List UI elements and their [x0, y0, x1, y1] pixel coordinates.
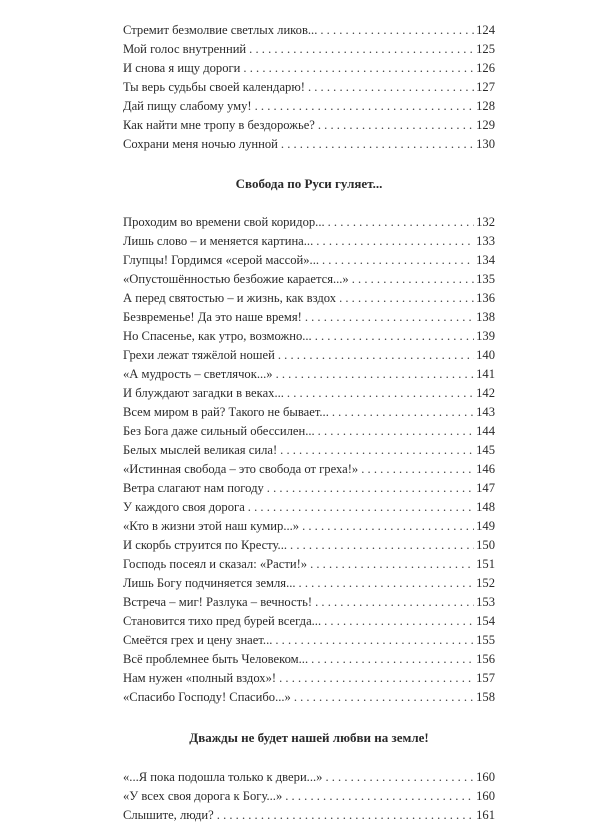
section-heading[interactable]: Дважды не будет нашей любви на земле!: [189, 730, 429, 745]
toc-entry-page: 136: [476, 291, 495, 305]
toc-entry-title: Становится тихо пред бурей всегда...: [123, 614, 322, 628]
dot-leader: [320, 21, 474, 40]
toc-entry-title: И скорбь струится по Кресту...: [123, 538, 288, 552]
toc-entry-title: Глупцы! Гордимся «серой массой»...: [123, 253, 319, 267]
toc-entry-title: Ты верь судьбы своей календарю!: [123, 80, 305, 94]
toc-entry-title: Но Спасенье, как утро, возможно...: [123, 329, 312, 343]
toc-entry-page: 126: [476, 61, 495, 75]
toc-entry-page: 153: [476, 595, 495, 609]
toc-list-section1: [123, 213, 495, 707]
toc-entry-title: И блуждают загадки в веках...: [123, 386, 284, 400]
dot-leader: [276, 365, 475, 384]
dot-leader: [318, 422, 474, 441]
toc-entry-page: 155: [476, 633, 495, 647]
toc-entry-title: Безвременье! Да это наше время!: [123, 310, 302, 324]
dot-leader: [281, 135, 474, 154]
toc-entry-title: Сохрани меня ночью лунной: [123, 137, 278, 151]
toc-entry-page: 127: [476, 80, 495, 94]
dot-leader: [279, 669, 474, 688]
toc-entry-page: 160: [476, 789, 495, 803]
dot-leader: [294, 688, 474, 707]
toc-entry-title: Грехи лежат тяжёлой ношей: [123, 348, 275, 362]
toc-entry-title: «А мудрость – светлячок...»: [123, 367, 273, 381]
dot-leader: [322, 251, 474, 270]
dot-leader: [290, 536, 474, 555]
toc-entry[interactable]: [123, 403, 495, 422]
toc-entry[interactable]: [123, 346, 495, 365]
toc-entry-title: Лишь Богу подчиняется земля...: [123, 576, 296, 590]
dot-leader: [308, 78, 474, 97]
toc-entry-title: Слышите, люди?: [123, 808, 214, 822]
toc-list-section2: [123, 768, 495, 825]
dot-leader: [217, 806, 474, 825]
toc-entry-page: 130: [476, 137, 495, 151]
dot-leader: [287, 384, 474, 403]
toc-entry[interactable]: [123, 460, 495, 479]
toc-entry-page: 156: [476, 652, 495, 666]
toc-entry[interactable]: [123, 384, 495, 403]
toc-entry-title: Всё проблемнее быть Человеком...: [123, 652, 309, 666]
toc-entry[interactable]: [123, 669, 495, 688]
toc-entry[interactable]: [123, 768, 495, 787]
toc-entry-page: 139: [476, 329, 495, 343]
toc-entry[interactable]: [123, 479, 495, 498]
toc-entry[interactable]: [123, 270, 495, 289]
toc-entry[interactable]: [123, 688, 495, 707]
toc-entry-page: 154: [476, 614, 495, 628]
toc-entry[interactable]: [123, 498, 495, 517]
dot-leader: [324, 612, 474, 631]
toc-entry-title: У каждого своя дорога: [123, 500, 245, 514]
toc-entry[interactable]: [123, 78, 495, 97]
toc-entry-page: 140: [476, 348, 495, 362]
toc-entry-page: 161: [476, 808, 495, 822]
dot-leader: [275, 631, 474, 650]
toc-entry[interactable]: [123, 806, 495, 825]
toc-entry-page: 148: [476, 500, 495, 514]
toc-entry[interactable]: [123, 593, 495, 612]
dot-leader: [299, 574, 475, 593]
toc-entry[interactable]: [123, 787, 495, 806]
toc-entry-title: Господь посеял и сказал: «Расти!»: [123, 557, 308, 571]
toc-entry[interactable]: [123, 612, 495, 631]
toc-entry-title: Без Бога даже сильный обессилен...: [123, 424, 315, 438]
toc-entry-title: А перед святостью – и жизнь, как вздох: [123, 291, 337, 305]
toc-entry[interactable]: [123, 517, 495, 536]
toc-entry-page: 134: [476, 253, 495, 267]
toc-entry-page: 147: [476, 481, 495, 495]
toc-entry-title: «У всех своя дорога к Богу...»: [123, 789, 283, 803]
dot-leader: [325, 768, 474, 787]
dot-leader: [316, 232, 474, 251]
toc-entry-title: Дай пищу слабому уму!: [123, 99, 252, 113]
dot-leader: [318, 116, 474, 135]
toc-entry-title: Мой голос внутренний: [123, 42, 247, 56]
toc-entry[interactable]: [123, 650, 495, 669]
toc-entry[interactable]: [123, 232, 495, 251]
toc-entry[interactable]: [123, 251, 495, 270]
toc-entry[interactable]: [123, 289, 495, 308]
toc-entry-page: 142: [476, 386, 495, 400]
section-heading[interactable]: Свобода по Руси гуляет...: [235, 176, 383, 191]
toc-entry-page: 160: [476, 770, 495, 784]
toc-entry-page: 157: [476, 671, 495, 685]
toc-entry-title: Ветра слагают нам погоду: [123, 481, 264, 495]
toc-entry-page: 145: [476, 443, 495, 457]
toc-entry-title: Как найти мне тропу в бездорожье?: [123, 118, 315, 132]
toc-entry-title: «Истинная свобода – это свобода от греха!»: [123, 462, 359, 476]
toc-entry[interactable]: [123, 441, 495, 460]
dot-leader: [352, 270, 474, 289]
toc-entry-title: Лишь слово – и меняется картина...: [123, 234, 314, 248]
dot-leader: [255, 97, 474, 116]
toc-entry-title: «Кто в жизни этой наш кумир...»: [123, 519, 300, 533]
toc-entry-page: 143: [476, 405, 495, 419]
toc-entry-title: Стремит безмолвие светлых ликов...: [123, 23, 318, 37]
toc-list-top: [123, 21, 495, 154]
toc-entry-page: 152: [476, 576, 495, 590]
toc-entry[interactable]: [123, 536, 495, 555]
toc-entry-title: И снова я ищу дороги: [123, 61, 241, 75]
table-of-contents: [123, 21, 495, 825]
dot-leader: [310, 555, 474, 574]
toc-entry[interactable]: [123, 135, 495, 154]
toc-entry-page: 158: [476, 690, 495, 704]
toc-entry-title: Смеётся грех и цену знает...: [123, 633, 273, 647]
dot-leader: [311, 650, 474, 669]
dot-leader: [267, 479, 474, 498]
toc-entry-page: 149: [476, 519, 495, 533]
toc-entry-title: Нам нужен «полный вздох»!: [123, 671, 277, 685]
toc-entry[interactable]: [123, 40, 495, 59]
dot-leader: [328, 213, 474, 232]
toc-entry-page: 133: [476, 234, 495, 248]
toc-entry[interactable]: [123, 21, 495, 40]
toc-entry-page: 129: [476, 118, 495, 132]
dot-leader: [278, 346, 474, 365]
toc-entry-page: 124: [476, 23, 495, 37]
toc-entry-title: «Опустошённостью безбожие карается...»: [123, 272, 349, 286]
toc-entry[interactable]: [123, 631, 495, 650]
toc-entry-page: 141: [476, 367, 495, 381]
toc-entry[interactable]: [123, 116, 495, 135]
toc-entry-page: 135: [476, 272, 495, 286]
toc-entry-page: 132: [476, 215, 495, 229]
dot-leader: [248, 498, 474, 517]
toc-entry-page: 146: [476, 462, 495, 476]
dot-leader: [361, 460, 474, 479]
toc-entry[interactable]: [123, 213, 495, 232]
toc-entry-page: 150: [476, 538, 495, 552]
dot-leader: [302, 517, 474, 536]
dot-leader: [332, 403, 474, 422]
toc-entry-title: Встреча – миг! Разлука – вечность!: [123, 595, 313, 609]
toc-entry-page: 144: [476, 424, 495, 438]
toc-entry[interactable]: [123, 97, 495, 116]
dot-leader: [285, 787, 474, 806]
toc-entry[interactable]: [123, 555, 495, 574]
toc-entry-title: Всем миром в рай? Такого не бывает...: [123, 405, 329, 419]
dot-leader: [249, 40, 474, 59]
toc-entry[interactable]: [123, 422, 495, 441]
dot-leader: [339, 289, 474, 308]
toc-entry-page: 125: [476, 42, 495, 56]
toc-entry-page: 138: [476, 310, 495, 324]
toc-entry-title: «...Я пока подошла только к двери...»: [123, 770, 323, 784]
toc-entry-title: Проходим во времени свой коридор...: [123, 215, 325, 229]
dot-leader: [315, 593, 474, 612]
dot-leader: [280, 441, 474, 460]
dot-leader: [315, 327, 474, 346]
toc-entry[interactable]: [123, 365, 495, 384]
dot-leader: [243, 59, 474, 78]
toc-entry[interactable]: [123, 308, 495, 327]
toc-entry[interactable]: [123, 327, 495, 346]
toc-entry-page: 128: [476, 99, 495, 113]
toc-entry-title: «Спасибо Господу! Спасибо...»: [123, 690, 291, 704]
toc-entry-page: 151: [476, 557, 495, 571]
dot-leader: [305, 308, 474, 327]
toc-entry-title: Белых мыслей великая сила!: [123, 443, 278, 457]
toc-entry[interactable]: [123, 574, 495, 593]
toc-entry[interactable]: [123, 59, 495, 78]
